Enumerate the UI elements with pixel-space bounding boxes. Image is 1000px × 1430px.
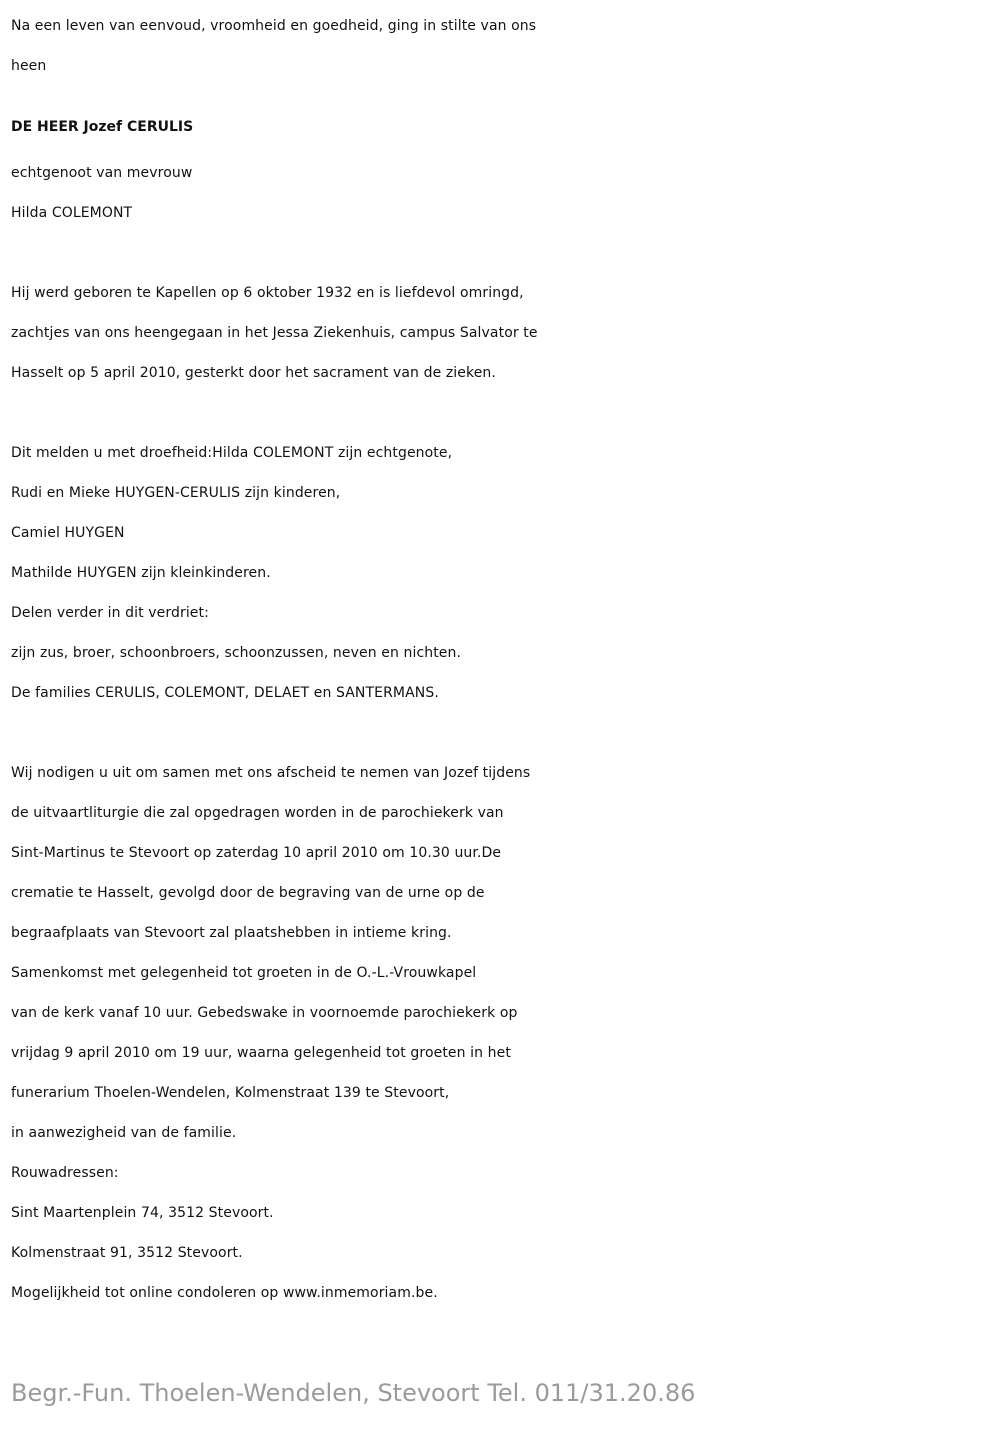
family-line: Mathilde HUYGEN zijn kleinkinderen. <box>11 565 271 581</box>
ceremony-line: vrijdag 9 april 2010 om 19 uur, waarna gelegenheid tot groeten in het <box>11 1045 511 1061</box>
family-line: Rudi en Mieke HUYGEN-CERULIS zijn kinderen, <box>11 485 341 501</box>
spacer <box>11 233 995 273</box>
family-line: zijn zus, broer, schoonbroers, schoonzussen, neven en nichten. <box>11 645 462 661</box>
obituary-notice <box>11 6 995 1313</box>
ceremony-line: de uitvaartliturgie die zal opgedragen worden in de parochiekerk van <box>11 805 504 821</box>
family-line: Dit melden u met droefheid:Hilda COLEMONT zijn echtgenote, <box>11 445 453 461</box>
birth-death-line: Hasselt op 5 april 2010, gesterkt door het sacrament van de zieken. <box>11 365 496 381</box>
spouse-line: echtgenoot van mevrouw <box>11 165 193 181</box>
spouse-line: Hilda COLEMONT <box>11 205 133 221</box>
birth-death-line: zachtjes van ons heengegaan in het Jessa Ziekenhuis, campus Salvator te <box>11 325 538 341</box>
birth-death-block <box>11 273 995 393</box>
family-block <box>11 433 995 713</box>
intro-line: heen <box>11 58 47 74</box>
ceremony-line: Wij nodigen u uit om samen met ons afscheid te nemen van Jozef tijdens <box>11 765 531 781</box>
ceremony-line: Samenkomst met gelegenheid tot groeten in de O.-L.-Vrouwkapel <box>11 965 477 981</box>
intro-line: Na een leven van eenvoud, vroomheid en goedheid, ging in stilte van ons <box>11 18 537 34</box>
ceremony-line: in aanwezigheid van de familie. <box>11 1125 237 1141</box>
family-line: Delen verder in dit verdriet: <box>11 605 209 621</box>
ceremony-line: Sint-Martinus te Stevoort op zaterdag 10 april 2010 om 10.30 uur.De <box>11 845 502 861</box>
online-condolence-line: Mogelijkheid tot online condoleren op www.inmemoriam.be. <box>11 1285 438 1301</box>
mourning-address: Sint Maartenplein 74, 3512 Stevoort. <box>11 1205 274 1221</box>
ceremony-line: begraafplaats van Stevoort zal plaatshebben in intieme kring. <box>11 925 452 941</box>
spacer <box>11 393 995 433</box>
ceremony-line: van de kerk vanaf 10 uur. Gebedswake in voornoemde parochiekerk op <box>11 1005 518 1021</box>
funeral-director-footer: Begr.-Fun. Thoelen-Wendelen, Stevoort Tel. 011/31.20.86 <box>11 1379 696 1407</box>
deceased-name: DE HEER Jozef CERULIS <box>11 119 194 135</box>
ceremony-line: funerarium Thoelen-Wendelen, Kolmenstraat 139 te Stevoort, <box>11 1085 450 1101</box>
family-line: De families CERULIS, COLEMONT, DELAET en SANTERMANS. <box>11 685 439 701</box>
mourning-addresses-label: Rouwadressen: <box>11 1165 119 1181</box>
spouse-block <box>11 153 995 233</box>
intro-block <box>11 6 995 86</box>
family-line: Camiel HUYGEN <box>11 525 125 541</box>
birth-death-line: Hij werd geboren te Kapellen op 6 oktober 1932 en is liefdevol omringd, <box>11 285 524 301</box>
ceremony-block <box>11 753 995 1313</box>
spacer <box>11 713 995 753</box>
mourning-address: Kolmenstraat 91, 3512 Stevoort. <box>11 1245 243 1261</box>
ceremony-line: crematie te Hasselt, gevolgd door de begraving van de urne op de <box>11 885 485 901</box>
